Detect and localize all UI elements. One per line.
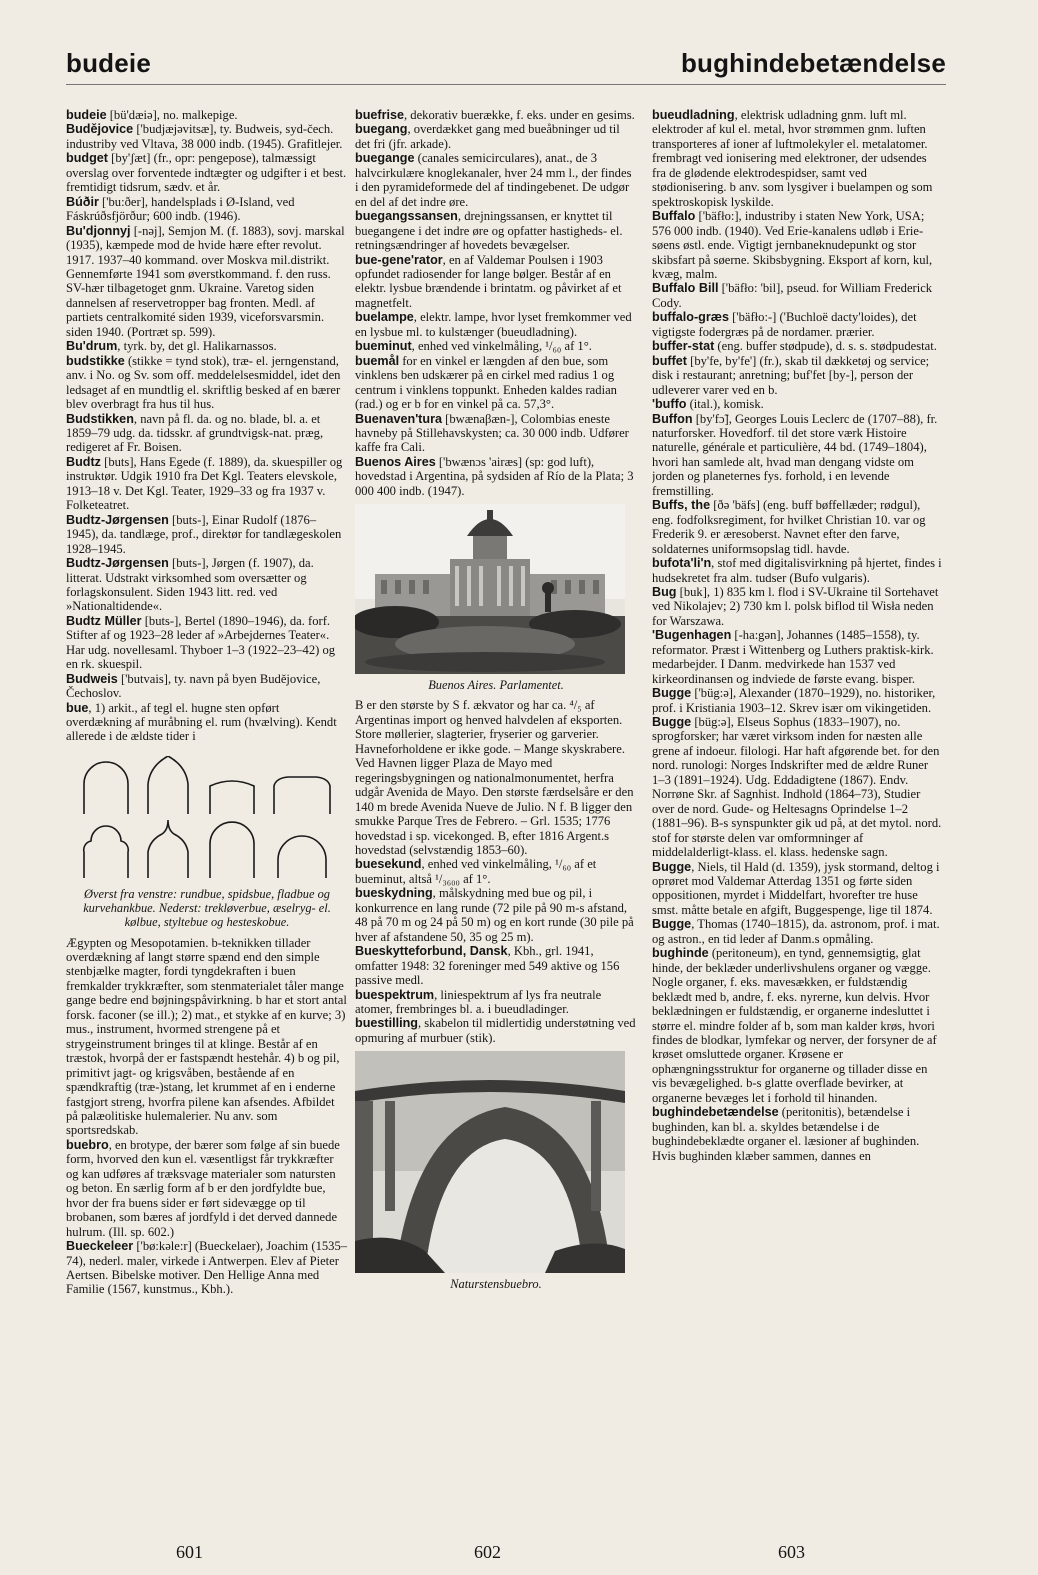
entry-headword: Bugge <box>652 715 692 730</box>
dictionary-entry <box>66 936 348 1138</box>
left-guide-word: budeie <box>66 48 151 78</box>
entry-text: [-nəj], Semjon M. (f. 1883), sovj. marskal (1935), kæmpede mod de hvide hære efter revolut. 1917. 1937–40 kommand. over Moskva mil.distrikt. Gennemførte 1941 som øverstkommand. f. den russ. SV-hær tilbagetoget gnm. Ukraine. Varetog siden dannelsen af reservetropper bag fronten. Medl. af partiets centralkomité siden 1939, viceforsvarsmin. siden 1940. (Portræt sp. 599). <box>66 223 345 339</box>
dictionary-entry <box>652 860 942 918</box>
dictionary-entry <box>66 1138 348 1239</box>
entry-text: , en af Valdemar Poulsen i 1903 opfundet radiosender for lange bølger. Består af en elektr. lysbue brændende i brintatm. og påvirket af et magnetfelt. <box>355 252 622 310</box>
entry-text: for en vinkel er længden af den bue, som vinklens ben udskærer på en cirkel med radius 1 og centrum i vinklens toppunkt. Enheden kaldes radian (rad.) og er b for en vinkel på ca. 57,3°. <box>355 353 617 412</box>
entry-text: , liniespektrum af lys fra neutrale atomer, frembringes bl. a. i bueudladinger. <box>355 987 602 1016</box>
bridge-photo-figure <box>355 1051 637 1291</box>
entry-headword: buefrise <box>355 108 404 122</box>
dictionary-entry <box>66 108 348 122</box>
dictionary-entry <box>652 281 942 310</box>
entry-headword: bue <box>66 700 89 715</box>
entry-text: (eng. buffer stødpude), d. s. s. stødpudestat. <box>714 339 937 354</box>
entry-headword: Buenaven'tura <box>355 411 442 426</box>
entry-text: ['budjæjəvitsæ], ty. Budweis, syd-čech. industriby ved Vltava, 38 000 indb. (1945). Grafitlejer. <box>66 122 343 151</box>
entry-headword: Buffalo <box>652 209 696 224</box>
entry-text: , Thomas (1740–1815), da. astronom, prof. i mat. og astron., en tid leder af Danm.s opmåling. <box>652 917 940 946</box>
entry-headword: Bugge <box>652 917 692 932</box>
column-601-entries-bottom <box>66 936 348 1297</box>
dictionary-entry <box>355 857 637 886</box>
dictionary-entry <box>355 1016 637 1045</box>
entry-headword: budget <box>66 151 108 166</box>
entry-text: , drejningssansen, er knyttet til buegangene i det indre øre og opfatter hastigheds- el. retningsændringer af hovedets bevægelser. <box>355 209 623 253</box>
arch-types-caption: Øverst fra venstre: rundbue, spidsbue, fladbue og kurvehankbue. Nederst: trekløverbue, æselryg- el. kølbue, styltebue og hesteskobue. <box>83 886 331 930</box>
dictionary-entry <box>355 698 637 857</box>
dictionary-entry <box>652 556 942 585</box>
entry-text: Ægypten og Mesopotamien. b-teknikken tillader overdækning af langt større spænd end den simple stenbjælke magter, fordi tyngdekraften i buen fremkalder trykkræfter, som stenmaterialet tåler mange gange bedre end bøjningspåvirkning. b har et stort antal forsk. faconer (se ill.); 2) mat., et stykke af en kurve; 3) mus., instrument, hvormed strengene på et strygeinstrument bringes til at klinge. Består af en træstok, hvorpå der er fastspændt hestehår. 4) b og pil, primitivt jagt- og krigsvåben, bestående af en spændkraftig (træ-)stang, let krummet af en i enderne fastgjort streng, hvorfra pilene kan afsendes. Afbildet på palæolitiske hulemalerier. Nu anv. som sportsredskab. <box>66 935 347 1138</box>
entry-headword: bue-gene'rator <box>355 252 443 267</box>
round-arch-drawing <box>84 762 128 814</box>
entry-headword: 'Bugenhagen <box>652 628 732 643</box>
entry-text: , navn på fl. da. og no. blade, bl. a. et 1859–79 udg. da. tidsskr. af grundtvigsk-nat. præg, redigeret af Fr. Boisen. <box>66 411 324 455</box>
dictionary-entry <box>355 988 637 1017</box>
dictionary-entry <box>652 310 942 339</box>
entry-text: (peritoneum), en tynd, gennemsigtig, glat hinde, der beklæder underlivshulens organer og vægge. Nogle organer, f. eks. mavesækken, er fuldstændig beklædt med b, andre, f. eks. nyrerne, kun delvis. Hvor beklædningen er fuldstændig, er organerne indesluttet i større el. mindre folder af b, som man kalder krøs, hvori findes de blodkar, lymfekar og nerver, der forsyner de af krøset omsluttede organer. Krøsene er ophængningsstruktur for organerne og tillader disse en vis bevægelighed. b-s glatte overflade bevirker, at organerne bevæges let i forhold til hinanden. <box>652 946 937 1105</box>
entry-text: , elektr. lampe, hvor lyset fremkommer ved en lysbue ml. to kulstænger (bueudladning). <box>355 310 632 339</box>
entry-headword: Budweis <box>66 671 118 686</box>
entry-headword: Bueskytteforbund, Dansk <box>355 944 508 959</box>
entry-headword: Buffs, the <box>652 498 711 513</box>
entry-headword: buffalo-græs <box>652 310 729 325</box>
entry-headword: Buenos Aires <box>355 454 436 469</box>
entry-headword: bueudladning <box>652 108 735 122</box>
arch-types-figure <box>66 756 348 930</box>
entry-text: [ðə 'bäfs] (eng. buff bøffellæder; rødgul), eng. fodfolksregiment, for hvilket Christian 10. var og Frederik 9. er æresoberst. Navnet efter den farve, soldaternes uniformsopslag tidl. havde. <box>652 498 926 556</box>
entry-headword: Budtz <box>66 454 101 469</box>
flat-arch-drawing <box>210 781 254 814</box>
entry-headword: Buffon <box>652 411 693 426</box>
entry-headword: buebro <box>66 1137 109 1152</box>
entry-text: B er den største by S f. ækvator og har ca. ⁴/₅ af Argentinas import og henved halvdelen af eksporten. Store møllerier, slagterier, fryserier og garverier. Havneforholdene er ikke gode. – Mange skyskrabere. Ved Havnen ligger Plaza de Mayo med regeringsbygningen og nationalmonumentet, herfra udgår Avenida de Mayo. Den største færdselsåre er den 140 m brede Avenida Nueve de Julio. N f. B ligger den smukke Parque Tres de Febrero. – Grl. 1535; 1776 hovedstad i sp. vicekonged. B, efter 1816 Argent.s hovedstad (selvstændig 1853–60). <box>355 698 634 857</box>
dictionary-entry <box>355 209 637 252</box>
dictionary-entry <box>355 886 637 944</box>
entry-text: , enhed ved vinkelmåling, ¹/₆₀ af et bueminut, altså ¹/₃₆₀₀ af 1°. <box>355 857 597 886</box>
dictionary-entry <box>66 1239 348 1297</box>
entry-text: , enhed ved vinkelmåling, ¹/₆₀ af 1°. <box>411 339 592 354</box>
pointed-arch-drawing <box>148 756 188 814</box>
entry-headword: buffer-stat <box>652 339 715 354</box>
entry-headword: bueminut <box>355 339 412 354</box>
dictionary-entry <box>66 224 348 340</box>
right-guide-word: bughindebetændelse <box>680 48 946 78</box>
page-number-602: 602 <box>474 1542 501 1562</box>
entry-text: , dekorativ buerække, f. eks. under en gesims. <box>404 108 635 122</box>
dictionary-entry <box>66 672 348 701</box>
page-number-601: 601 <box>176 1542 203 1562</box>
parliament-photo-figure <box>355 504 637 692</box>
stilted-arch-drawing <box>210 822 254 878</box>
column-603-entries <box>652 108 942 1163</box>
dictionary-entry <box>66 455 348 513</box>
entry-headword: Bugge <box>652 859 692 874</box>
entry-text: ['butvais], ty. navn på byen Budějovice, Čechoslov. <box>66 671 321 701</box>
entry-text: , 1) arkit., af tegl el. hugne sten opført overdækning af muråbning el. rum (hvælving). Kendt allerede i de ældste tider i <box>66 700 337 744</box>
entry-text: , Niels, til Hald (d. 1359), jysk stormand, deltog i oprøret mod Valdemar Atterdag 1351 og førte siden oppositionen, myrdet i Middelfart, hvorefter tre huse smst. måtte betale en afgift, Buggespenge, lige til 1874. <box>652 859 940 917</box>
column-602 <box>355 108 637 1540</box>
entry-text: , tyrk. by, det gl. Halikarnassos. <box>117 339 277 354</box>
entry-headword: buemål <box>355 353 400 368</box>
entry-text: ['bäfło: 'bil], pseud. for William Frederick Cody. <box>652 281 933 310</box>
entry-text: (ital.), komisk. <box>686 397 764 412</box>
dictionary-entry <box>652 498 942 556</box>
entry-text: [by'fe, by'fe'] (fr.), skab til dækketøj og service; disk i restaurant; anretning; buf'fet [by-], person der udleverer varer ved en b. <box>652 353 930 397</box>
dictionary-entry <box>652 412 942 499</box>
dictionary-entry <box>66 701 348 744</box>
entry-text: [bü'dæiə], no. malkepige. <box>106 108 238 122</box>
dictionary-entry <box>652 686 942 715</box>
entry-text: [buts-], Einar Rudolf (1876–1945), da. tandlæge, prof., direktør for tandlægeskolen 1928–1945. <box>66 512 342 556</box>
header-rule <box>66 84 946 85</box>
entry-headword: bueskydning <box>355 886 433 901</box>
dictionary-entry <box>66 151 348 194</box>
dictionary-entry <box>652 354 942 397</box>
entry-headword: Bu'drum <box>66 339 118 354</box>
dictionary-entry <box>652 585 942 628</box>
entry-text: [buts], Hans Egede (f. 1889), da. skuespiller og instruktør. Udgik 1910 fra Det Kgl. Teaters elevskole, 1913–18 v. Det Kgl. Teater, 1929–33 og fra 1937 v. Folketeatret. <box>66 454 343 513</box>
entry-text: , elektrisk udladning gnm. luft ml. elektroder af kul el. metal, hvor strømmen gnm. luften transporteres af ioner af luftmolekyler el. metalatomer. frembragt ved ionisering med elektroner, der udsendes fra de glødende elektrodespidser, samt ved stødionisering. b anv. som lysgiver i buelampen og som spektroskopisk lyskilde. <box>652 108 933 209</box>
dictionary-entry <box>355 339 637 353</box>
entry-text: [by'ʃæt] (fr., opr: pengepose), talmæssigt overslag over forventede indtægter og udgifter i et best. fremtidigt tidsrum, sædv. et år. <box>66 151 347 195</box>
entry-text: [buts-], Jørgen (f. 1907), da. litterat. Udstrakt virksomhed som oversætter og forlagskonsulent. Siden 1943 litt. red. ved »Nationaltidende«. <box>66 556 314 614</box>
dictionary-entry <box>66 614 348 672</box>
entry-text: , Kbh., grl. 1941, omfatter 1948: 32 foreninger med 549 aktive og 156 passive medl. <box>355 944 620 988</box>
entry-text: , overdækket gang med bueåbninger ud til det fri (jfr. arkade). <box>355 122 620 151</box>
bridge-photo-caption: Naturstensbuebro. <box>450 1277 542 1292</box>
entry-headword: budeie <box>66 108 107 122</box>
dictionary-entry <box>652 946 942 1105</box>
dictionary-entry <box>66 354 348 412</box>
dictionary-entry <box>66 122 348 151</box>
entry-headword: Buffalo Bill <box>652 281 719 296</box>
entry-headword: buespektrum <box>355 987 435 1002</box>
entry-headword: Búðir <box>66 194 99 209</box>
entry-text: [büg:ə], Elseus Sophus (1833–1907), no. sprogforsker; har været virksom inden for næsten alle grene af indoeur. filologi. Har haft afgørende bet. for den nord. runologi: Norges Indskrifter med de ældre Runer 1–3 (1891–1924). Udg. Eddadigtene (1867). Endv. Norrøne Skr. af Sagnhist. Indhold (1864–73), Studier over de nord. Gude- og Heltesagns Oprindelse 1–2 (1881–96). B-s synspunkter gik ud på, at det mytol. nord. stof for største delen var omformninger af middelalderligt-klass. el. klass. hedenske sagn. <box>652 715 942 860</box>
dictionary-entry <box>355 253 637 311</box>
dictionary-entry <box>66 339 348 353</box>
entry-headword: buegange <box>355 151 415 166</box>
entry-headword: budstikke <box>66 353 125 368</box>
column-601 <box>66 108 348 1540</box>
column-603 <box>652 108 942 1540</box>
entry-text: (peritonitis), betændelse i bughinden, kan bl. a. skyldes betændelse i de bughindebeklædte organer el. læsioner af bughinden. Hvis bughinden klæber sammen, dannes en <box>652 1105 920 1163</box>
entry-text: ['bäfło:-] ('Buchloë dacty'loides), det vigtigste fodergræs på de nordamer. prærier. <box>652 310 917 339</box>
dictionary-entry <box>652 339 942 353</box>
entry-text: [by'fɔ̃], Georges Louis Leclerc de (1707–88), fr. naturforsker. Hovedforf. til det store værk Histoire naturelle, générale et particulière, 44 bd. (1749–1804), hvori han samlede alt, hvad man dengang vidste om jorden og planeternes fys. forhold, i en levende fremstilling. <box>652 411 938 498</box>
dictionary-entry <box>652 917 942 946</box>
entry-headword: Bueckeleer <box>66 1239 134 1254</box>
dictionary-entry <box>652 628 942 686</box>
entry-headword: Budtz-Jørgensen <box>66 556 169 571</box>
dictionary-entry <box>355 310 637 339</box>
entry-text: ['büg:ə], Alexander (1870–1929), no. historiker, prof. i Kristiania 1903–12. Skrev især om vikingetiden. <box>652 686 936 715</box>
entry-text: (canales semicirculares), anat., de 3 halvcirkulære knoglekanaler, hver 24 mm l., der findes i den pyramideformede del af tindingebenet. De udgør en del af det indre øre. <box>355 151 632 209</box>
entry-text: [buk], 1) 835 km l. flod i SV-Ukraine til Sortehavet ved Nikolajev; 2) 730 km l. polsk biflod til Wisła neden for Warszawa. <box>652 584 939 628</box>
column-602-entries-top <box>355 108 637 498</box>
dictionary-entry <box>355 944 637 987</box>
dictionary-entry <box>355 455 637 498</box>
dictionary-entry <box>652 397 942 411</box>
entry-headword: bughinde <box>652 946 709 961</box>
dictionary-entry <box>355 108 637 122</box>
entry-text: ['bäfło:], industriby i staten New York, USA; 576 000 indb. (1940). Ved Erie-kanalens udløb i Erie-søens østl. ende. Vigtigt jernbaneknudepunkt og stor skibsfart på søerne. Skibsbygning. Eksport af korn, kul, kvæg, malm. <box>652 209 933 281</box>
entry-headword: Budstikken <box>66 411 134 426</box>
column-602-entries-middle <box>355 698 637 1045</box>
entry-text: ['bu:ðer], handelsplads i Ø-Island, ved Fáskrúðsfjörður; 600 indb. (1946). <box>66 194 295 224</box>
entry-headword: buesekund <box>355 857 422 872</box>
column-601-entries-top <box>66 108 348 744</box>
entry-text: , en brotype, der bærer som følge af sin buede form, hvorved den kun el. væsentligst får trykkræfter og kan udføres af træksvage materialer som natursten og beton. En særlig form af b er den jordfyldte bue, hvor der fra buens sider er ført sidevægge op til brobanen, som bæres af jordfyld i det derved dannede hulrum. (Ill. sp. 602.) <box>66 1137 340 1239</box>
entry-text: , målskydning med bue og pil, i konkurrence en lang runde (72 pile på 90 m-s afstand, 48 på 70 m og 24 på 50 m) og en kort runde (30 pile på hver af afstandene 50, 35 og 25 m). <box>355 886 634 944</box>
ogee-arch-drawing <box>148 820 188 878</box>
stone-arch-bridge-photo <box>355 1051 625 1273</box>
entry-text: , skabelon til midlertidig understøtning ved opmuring af murbuer (stik). <box>355 1016 636 1045</box>
entry-headword: Bu'djonnyj <box>66 223 131 238</box>
entry-headword: 'buffo <box>652 397 687 412</box>
entry-headword: buegang <box>355 122 408 137</box>
dictionary-entry <box>66 556 348 614</box>
entry-headword: buffet <box>652 353 687 368</box>
entry-headword: bughindebetændelse <box>652 1105 779 1120</box>
dictionary-entry <box>355 151 637 209</box>
dictionary-entry <box>355 122 637 151</box>
trefoil-arch-drawing <box>84 826 129 878</box>
dictionary-entry <box>652 1105 942 1163</box>
page-number-603: 603 <box>778 1542 805 1562</box>
dictionary-entry <box>355 354 637 412</box>
entry-headword: Budtz-Jørgensen <box>66 512 169 527</box>
entry-text: [bwænaβæn-], Colombias eneste havneby på Stillehavskysten; ca. 30 000 indb. Udfører kaffe fra Cali. <box>355 411 629 455</box>
entry-text: [buts-], Bertel (1890–1946), da. forf. Stifter af og 1923–28 leder af »Arbejdernes Teater«. Har udg. novellesaml. Thyboer 1–3 (1922–23–42) og en rk. skuespil. <box>66 613 336 672</box>
parliament-photo-caption: Buenos Aires. Parlamentet. <box>428 678 564 693</box>
dictionary-entry <box>355 412 637 455</box>
dictionary-entry <box>652 108 942 209</box>
entry-headword: bufota'li'n <box>652 556 712 571</box>
dictionary-entry <box>66 513 348 556</box>
dictionary-entry <box>652 209 942 281</box>
buenos-aires-parliament-photo <box>355 504 625 674</box>
entry-headword: buelampe <box>355 310 414 325</box>
entry-text: [-ha:gən], Johannes (1485–1558), ty. reformator. Præst i Wittenberg og Luthers praktisk-kirk. medarbejder. I Danm. medvirkede han 1537 ved kirkeordinansen og indviede de første evang. bisper. <box>652 628 934 686</box>
entry-headword: Budtz Müller <box>66 613 142 628</box>
horseshoe-arch-drawing <box>278 836 326 878</box>
dictionary-entry <box>652 715 942 860</box>
entry-headword: Bug <box>652 584 677 599</box>
dictionary-entry <box>66 195 348 224</box>
entry-headword: Bugge <box>652 686 692 701</box>
entry-headword: buegangssansen <box>355 209 458 224</box>
entry-headword: buestilling <box>355 1016 418 1031</box>
dictionary-entry <box>66 412 348 455</box>
entry-headword: Budějovice <box>66 122 134 137</box>
arch-types-illustration <box>76 756 338 881</box>
entry-text: , stof med digitalisvirkning på hjertet, findes i hudsekretet fra alm. tudser (Bufo vulgaris). <box>652 556 942 585</box>
basket-handle-arch-drawing <box>274 777 330 814</box>
entry-text: (stikke = tynd stok), træ- el. jerngenstand, anv. i No. og Sv. som off. meddelelsesmiddel, idet den ledsaget af en mundtlig el. skriftlig besked af en bærer blev overbragt fra hus til hus. <box>66 353 341 412</box>
entry-text: ['bø:kəle:r] (Bueckelaer), Joachim (1535–74), nederl. maler, virkede i Antwerpen. Elev af Pieter Aertsen. Bibelske motiver. Den Hellige Anna med Familie (1567, kunstmus., Kbh.). <box>66 1239 348 1297</box>
entry-text: ['bwænɔs 'airæs] (sp: god luft), hovedstad i Argentina, på sydsiden af Río de la Plata; 3 000 400 indb. (1947). <box>355 454 634 498</box>
